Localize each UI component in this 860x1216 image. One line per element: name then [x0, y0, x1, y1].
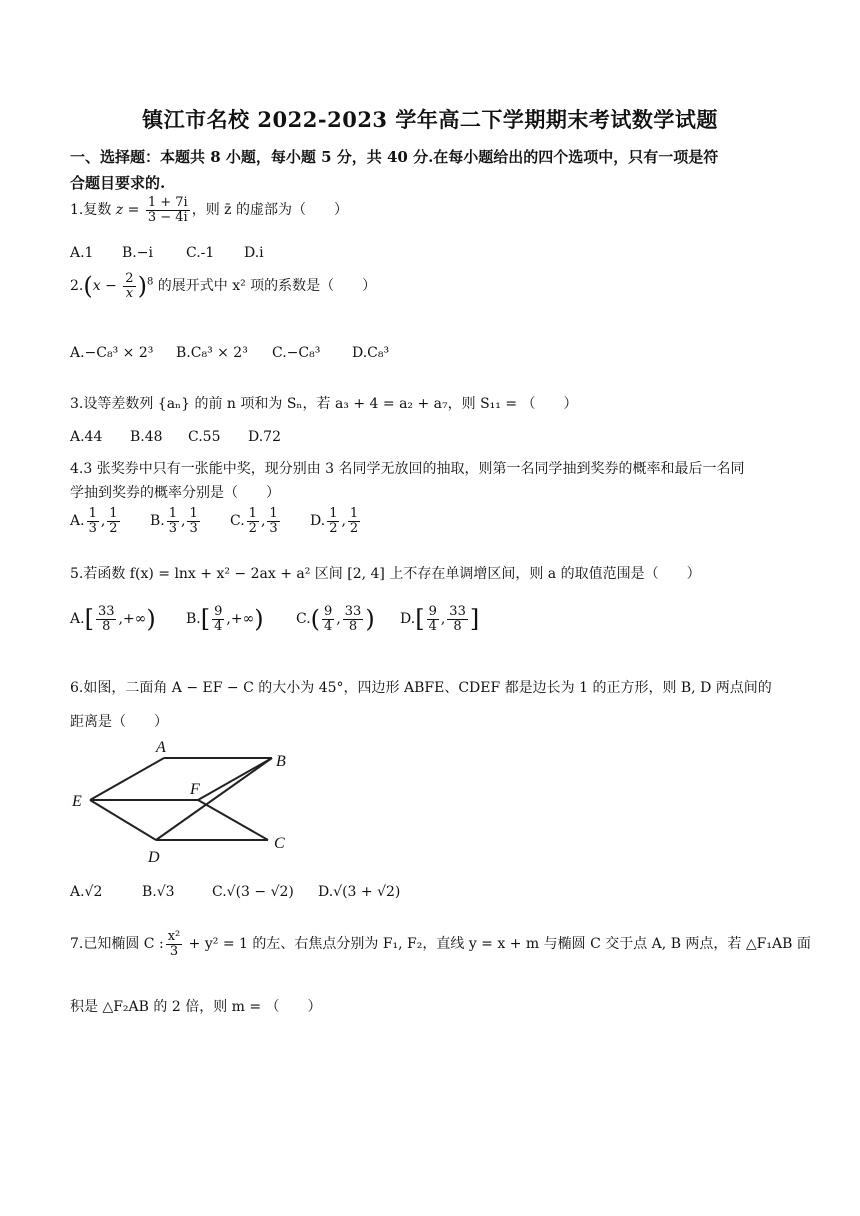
q4-option-a: A. $\frac{1}{3}$ , $\frac{1}{2}$: [70, 506, 118, 536]
question-1: [70, 196, 348, 224]
page-title: 镇江市名校 2022-2023 学年高二下学期期末考试数学试题: [142, 107, 718, 132]
label-e: E: [72, 793, 82, 810]
q2-option-b: B.C₈³ × 2³: [176, 345, 248, 361]
q1-option-a: A.1: [70, 245, 94, 261]
question-3: 3.设等差数列 {aₙ} 的前 n 项和为 Sₙ，若 a₃ + 4 = a₂ + a₇，则 S₁₁ = （ ）: [70, 396, 578, 412]
edge-fc: [198, 800, 268, 840]
question-7-line1: [70, 930, 811, 958]
q3-option-a: A.44: [70, 429, 103, 445]
edge-bf: [198, 758, 272, 800]
dihedral-figure: [70, 736, 300, 868]
q6-option-c: C.√(3 − √2): [212, 884, 294, 900]
q2-option-c: C.−C₈³: [272, 345, 321, 361]
q2-option-a: A.−C₈³ × 2³: [70, 345, 154, 361]
q3-option-c: C.55: [188, 429, 221, 445]
q1-option-b: B.−i: [122, 245, 153, 261]
q4-option-b: B. $\frac{1}{3}$ , $\frac{1}{3}$: [150, 506, 198, 536]
q5-option-b: B.[ $\frac{9}{4}$ ,+∞): [186, 604, 264, 634]
q1-option-c: C.-1: [186, 245, 215, 261]
q4-option-c: C. $\frac{1}{2}$ , $\frac{1}{3}$: [230, 506, 278, 536]
q5-option-d: D.[ $\frac{9}{4}$ , $\frac{33}{8}$ ]: [400, 604, 480, 634]
label-a: A: [156, 739, 166, 756]
edge-ed: [90, 800, 156, 840]
q2-suffix: 的展开式中 x² 项的系数是（ ）: [153, 278, 377, 295]
q1-var: z: [115, 202, 124, 219]
question-2: [70, 272, 376, 300]
q6-option-a: A.√2: [70, 884, 103, 900]
q6-option-d: D.√(3 + √2): [318, 884, 401, 900]
question-4-line1: 4.3 张奖券中只有一张能中奖，现分别由 3 名同学无放回的抽取，则第一名同学抽到奖券的概率和最后一名同: [70, 461, 745, 477]
question-7-line2: 积是 △F₂AB 的 2 倍，则 m = （ ）: [70, 999, 322, 1015]
q7-prefix: 7.已知椭圆 C :: [70, 936, 164, 953]
question-5: 5.若函数 f(x) = lnx + x² − 2ax + a² 区间 [2, 4] 上不存在单调增区间，则 a 的取值范围是（ ）: [70, 566, 701, 582]
q3-option-b: B.48: [130, 429, 163, 445]
question-6-line2: 距离是（ ）: [70, 714, 168, 730]
label-f: F: [190, 781, 200, 798]
edge-ea: [90, 758, 164, 800]
question-6-line1: 6.如图，二面角 A − EF − C 的大小为 45°，四边形 ABFE、CDEF 都是边长为 1 的正方形，则 B, D 两点间的: [70, 680, 772, 696]
label-b: B: [276, 753, 286, 770]
question-4-line2: 学抽到奖券的概率分别是（ ）: [70, 485, 280, 501]
q1-prefix: 1.复数: [70, 202, 116, 219]
q2-prefix: 2.: [70, 278, 84, 295]
q1-denominator: 3 − 4i: [147, 209, 188, 225]
q2-option-d: D.C₈³: [352, 345, 390, 361]
q5-option-a: A.[ $\frac{33}{8}$ ,+∞): [70, 604, 156, 634]
q3-option-d: D.72: [248, 429, 281, 445]
q5-option-c: C.( $\frac{9}{4}$ , $\frac{33}{8}$ ): [296, 604, 375, 634]
q1-option-d: D.i: [244, 245, 264, 261]
label-d: D: [148, 849, 160, 866]
q1-eq: =: [123, 202, 144, 219]
q1-suffix: ，则 z̄ 的虚部为（ ）: [191, 202, 348, 219]
label-c: C: [274, 835, 285, 852]
q4-option-d: D. $\frac{1}{2}$ , $\frac{1}{2}$: [310, 506, 359, 536]
q6-option-b: B.√3: [142, 884, 175, 900]
q7-suffix: + y² = 1 的左、右焦点分别为 F₁, F₂，直线 y = x + m 与椭圆 C 交于点 A, B 两点，若 △F₁AB 面: [184, 936, 811, 953]
section-heading-line2: 合题目要求的.: [70, 174, 166, 192]
q1-fraction: [146, 196, 190, 224]
q7-fraction: $\frac{\text{x²}}{3}$: [167, 929, 181, 959]
q2-binomial: (x − $\frac{2}{x}$ )$^8$: [83, 271, 154, 301]
section-heading-line1: 一、选择题：本题共 8 小题，每小题 5 分，共 40 分.在每小题给出的四个选项中，只有一项是符: [70, 148, 719, 166]
q1-numerator: 1 + 7i: [147, 195, 188, 210]
